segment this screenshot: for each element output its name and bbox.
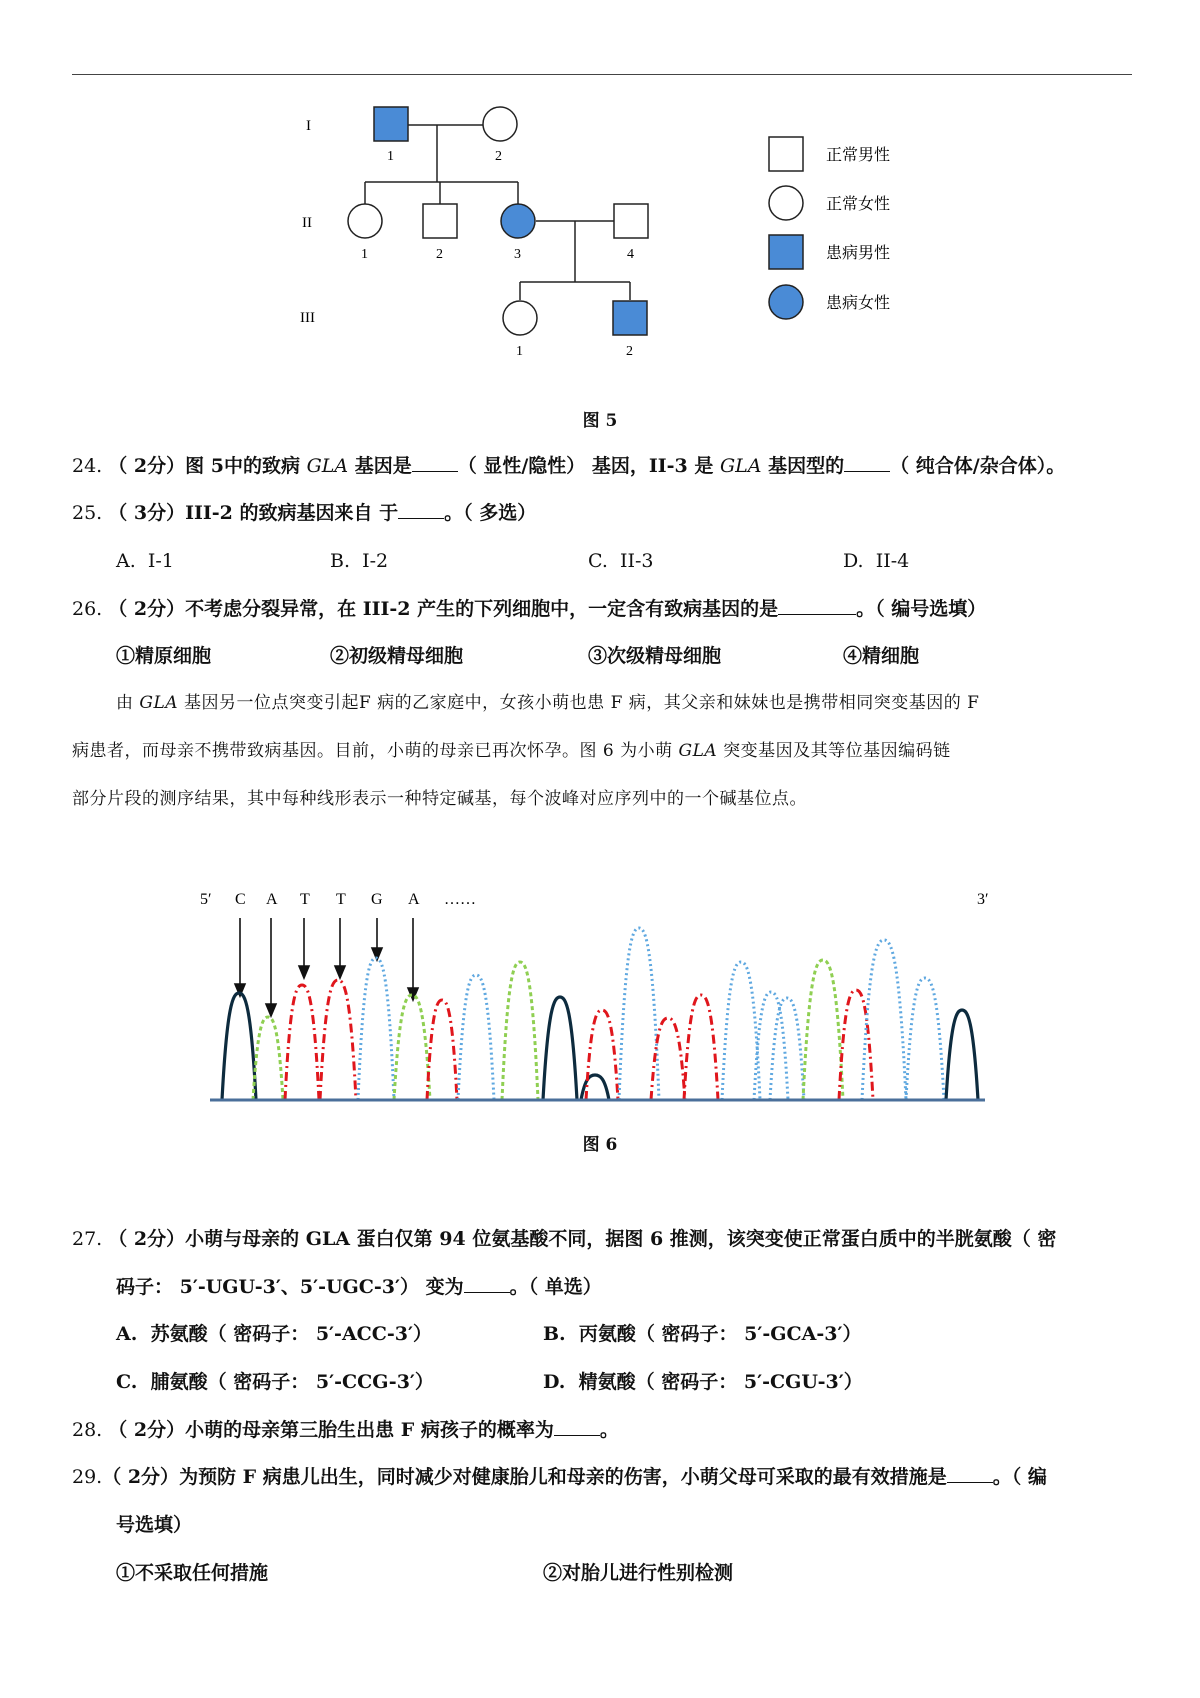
pedigree-I1-affected-male [374, 107, 408, 141]
q28-score: （ 2分） [108, 1419, 186, 1441]
context-paragraph-line-1 [116, 690, 1132, 716]
q25-text-1: III-2 的致病基因来自 于 [185, 502, 399, 524]
legend-affected-male: 患病男性 [826, 243, 891, 262]
num-II1: 1 [361, 247, 368, 262]
legend-affected-female-symbol [769, 285, 803, 319]
q27-option-c[interactable] [116, 1369, 434, 1395]
q25-option-a-value: I-1 [147, 550, 174, 572]
q26-option-2[interactable]: ②初级精母细胞 [330, 645, 464, 667]
gen-label-I: I [306, 118, 311, 134]
chromatogram-peaks [222, 928, 978, 1100]
q27-option-b-value: 丙氨酸（ 密码子： 5′-GCA-3′） [578, 1323, 862, 1345]
q27-option-b-key: B. [543, 1323, 566, 1345]
peak-G-23 [862, 940, 906, 1100]
q28-text-1: 小萌的母亲第三胎生出患 F 病孩子的概率为 [185, 1419, 554, 1441]
q28-blank[interactable] [554, 1417, 600, 1436]
q28-text-2: 。 [599, 1419, 619, 1441]
q24-number: 24. [72, 455, 103, 477]
pedigree-II2-normal-male [423, 204, 457, 238]
context-paragraph-line-2 [72, 738, 1132, 764]
num-I1: 1 [387, 149, 394, 164]
q29-number: 29. [72, 1466, 103, 1488]
arrowhead-T1 [299, 966, 309, 978]
num-III1: 1 [516, 344, 523, 359]
q25-option-b-value: I-2 [362, 550, 389, 572]
question-26 [72, 596, 986, 622]
legend-normal-male: 正常男性 [826, 145, 891, 164]
base-label-C: C [235, 891, 246, 908]
q25-option-d[interactable] [843, 548, 909, 574]
q28-number: 28. [72, 1419, 103, 1441]
q26-option-3[interactable]: ③次级精母细胞 [588, 645, 722, 667]
figure-6-caption: 图 6 [582, 1135, 618, 1155]
question-25 [72, 500, 536, 526]
question-29-line-2: 号选填） [116, 1514, 193, 1536]
arrowhead-T2 [335, 966, 345, 978]
q25-blank[interactable] [398, 500, 444, 519]
pedigree-I2-normal-female [483, 107, 517, 141]
peak-A-8 [502, 962, 538, 1100]
q26-text-2: 。（ 编号选填） [856, 598, 987, 620]
pedigree-II1-normal-female [348, 204, 382, 238]
num-II3: 3 [514, 247, 521, 262]
pedigree-II3-affected-female [501, 204, 535, 238]
base-label-A: A [266, 891, 278, 908]
q24-score: （ 2分） [108, 455, 186, 477]
base-label-A2: A [408, 891, 420, 908]
q26-blank[interactable] [778, 596, 856, 615]
q27-option-a[interactable] [116, 1321, 432, 1347]
q24-text-2: 基因是 [348, 455, 412, 477]
q26-text-1: 不考虑分裂异常，在 III-2 产生的下列细胞中，一定含有致病基因的是 [185, 598, 779, 620]
peak-A-5 [394, 995, 430, 1100]
q26-number: 26. [72, 598, 103, 620]
para-l2: 病患者，而母亲不携带致病基因。目前，小萌的母亲已再次怀孕。图 6 为小萌 [72, 741, 679, 761]
pedigree-II4-normal-male [614, 204, 648, 238]
gen-label-III: III [300, 310, 315, 326]
base-label-T2: T [336, 891, 346, 908]
num-III2: 2 [626, 344, 633, 359]
num-II2: 2 [436, 247, 443, 262]
q25-option-d-value: II-4 [875, 550, 910, 572]
sequence-ellipsis: …… [444, 891, 476, 908]
q25-option-a[interactable] [116, 548, 174, 574]
q29-text-2: 。（ 编 [992, 1466, 1047, 1488]
peak-C-0 [222, 993, 256, 1100]
question-28 [72, 1417, 619, 1443]
q27-option-d[interactable] [543, 1369, 863, 1395]
num-II4: 4 [627, 247, 634, 262]
q27-option-d-key: D. [543, 1371, 566, 1393]
peak-T-6 [427, 1000, 457, 1100]
peak-G-7 [458, 975, 494, 1100]
pedigree-figure [0, 0, 1200, 380]
peak-T-14 [684, 995, 718, 1100]
legend-normal-male-symbol [769, 137, 803, 171]
peak-G-4 [358, 958, 394, 1100]
q24-text-1: 图 5中的致病 [185, 455, 307, 477]
q27-text-3: 。（ 单选） [509, 1276, 602, 1298]
q25-option-a-key: A. [116, 550, 136, 572]
three-prime-label: 3′ [977, 891, 989, 908]
legend-affected-male-symbol [769, 235, 803, 269]
q27-option-c-value: 脯氨酸（ 密码子： 5′-CCG-3′） [150, 1371, 434, 1393]
q27-option-a-value: 苏氨酸（ 密码子： 5′-ACC-3′） [150, 1323, 433, 1345]
arrowhead-A [266, 1004, 276, 1016]
para-l1-b: 基因另一位点突变引起F 病的乙家庭中，女孩小萌也患 F 病，其父亲和妹妹也是携带相同突变基因的 F [178, 693, 980, 713]
peak-T-3 [320, 980, 356, 1100]
legend-normal-female-symbol [769, 186, 803, 220]
q29-score: （ 2分） [102, 1466, 180, 1488]
base-label-T1: T [300, 891, 310, 908]
num-I2: 2 [495, 149, 502, 164]
legend-affected-female: 患病女性 [826, 293, 891, 312]
question-29 [72, 1464, 1047, 1490]
figure-5-caption: 图 5 [582, 411, 618, 431]
para-l1-a: 由 [116, 693, 140, 713]
question-27 [72, 1226, 1056, 1252]
q27-option-c-key: C. [116, 1371, 138, 1393]
q26-score: （ 2分） [108, 598, 186, 620]
base-label-G: G [371, 891, 383, 908]
para-l2-gene: GLA [678, 741, 718, 761]
q29-option-1[interactable]: ①不采取任何措施 [116, 1562, 269, 1584]
q27-option-a-key: A. [116, 1323, 138, 1345]
q27-text-2: 码子： 5′-UGU-3′、5′-UGC-3′） 变为 [116, 1276, 464, 1298]
q29-blank[interactable] [947, 1464, 993, 1483]
peak-T-22 [839, 990, 873, 1100]
q25-option-c-value: II-3 [620, 550, 654, 572]
question-27-line-2 [116, 1274, 602, 1300]
q24-text-3: （ 显性/隐性） 基因，II-3 是 [457, 455, 720, 477]
peak-T-2 [285, 985, 319, 1100]
context-paragraph-line-3: 部分片段的测序结果，其中每种线形表示一种特定碱基，每个波峰对应序列中的一个碱基位点。 [72, 789, 807, 809]
peak-C-25 [946, 1010, 978, 1100]
peak-T-11 [586, 1010, 618, 1100]
q25-option-b-key: B. [330, 550, 351, 572]
gen-label-II: II [302, 215, 312, 231]
q25-option-d-key: D. [843, 550, 864, 572]
peak-C-9 [543, 997, 577, 1100]
q25-option-c[interactable] [588, 548, 654, 574]
peak-G-20 [770, 998, 804, 1100]
q27-option-b[interactable] [543, 1321, 861, 1347]
peak-A-1 [253, 1017, 283, 1100]
q25-option-c-key: C. [588, 550, 608, 572]
q26-option-4[interactable]: ④精细胞 [843, 645, 920, 667]
q25-text-2: 。（ 多选） [444, 502, 537, 524]
pedigree-III1-normal-female [503, 301, 537, 335]
q29-option-2[interactable]: ②对胎儿进行性别检测 [543, 1562, 734, 1584]
q29-text-1: 为预防 F 病患儿出生，同时减少对健康胎儿和母亲的伤害，小萌父母可采取的最有效措施是 [179, 1466, 947, 1488]
para-l2-b: 突变基因及其等位基因编码链 [717, 741, 951, 761]
peak-G-24 [906, 978, 944, 1100]
q24-text-4: 基因型的 [761, 455, 845, 477]
pedigree-III2-affected-male [613, 301, 647, 335]
sequencing-chromatogram [0, 880, 1200, 1120]
question-24 [72, 453, 1065, 479]
q25-number: 25. [72, 502, 103, 524]
q27-option-d-value: 精氨酸（ 密码子： 5′-CGU-3′） [578, 1371, 863, 1393]
q27-text-1: 小萌与母亲的 GLA 蛋白仅第 94 位氨基酸不同，据图 6 推测，该突变使正常蛋白质中的半胱氨酸（ 密 [185, 1228, 1057, 1250]
q24-blank-1[interactable] [412, 453, 458, 472]
q27-number: 27. [72, 1228, 103, 1250]
para-l1-gene: GLA [139, 693, 179, 713]
q24-gene: GLA [306, 455, 349, 477]
q25-score: （ 3分） [108, 502, 186, 524]
peak-A-21 [803, 960, 843, 1100]
five-prime-label: 5′ [200, 891, 212, 908]
q26-option-1[interactable]: ①精原细胞 [116, 645, 212, 667]
q25-option-b[interactable] [330, 548, 388, 574]
q27-blank[interactable] [464, 1274, 510, 1293]
q24-blank-2[interactable] [844, 453, 890, 472]
q27-score: （ 2分） [108, 1228, 186, 1250]
q24-gene-2: GLA [720, 455, 762, 477]
legend-normal-female: 正常女性 [826, 194, 891, 213]
q24-text-5: （ 纯合体/杂合体）。 [890, 455, 1066, 477]
